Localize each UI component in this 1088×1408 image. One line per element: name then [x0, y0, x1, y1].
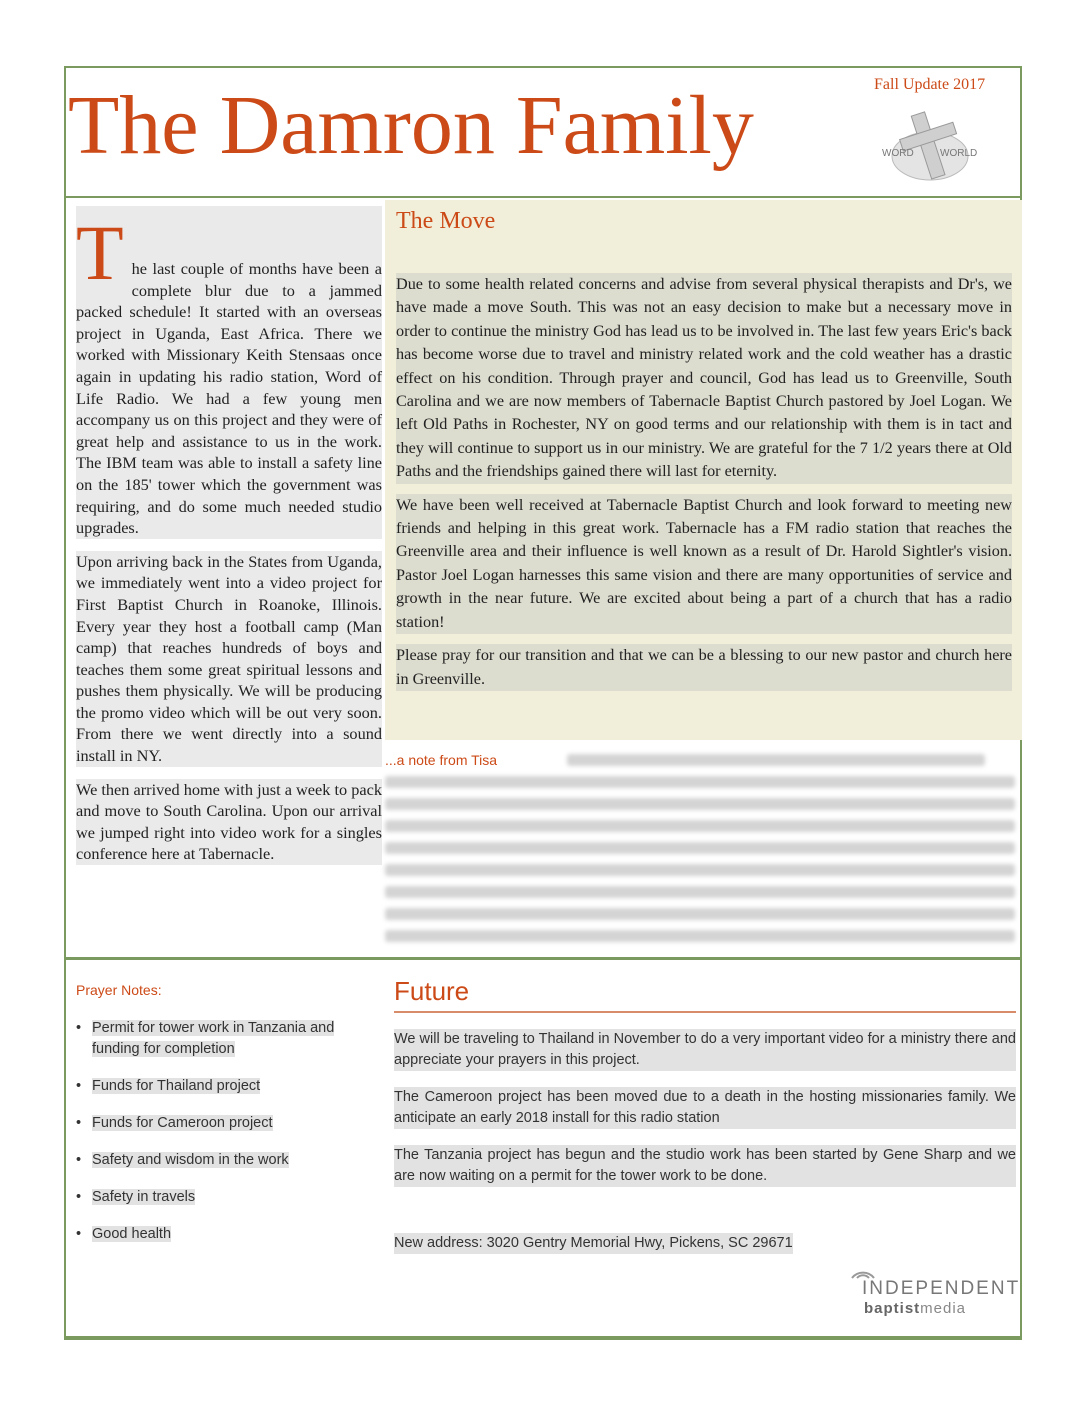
header-divider: [64, 196, 1022, 198]
list-item: • Good health: [76, 1224, 366, 1245]
page-title: The Damron Family: [68, 79, 754, 172]
left-paragraph-1: he last couple of months have been a complete blur due to a jammed packed schedule! It started with an overseas project in Uganda, East Africa. There we worked with Missionary Keith Stensaas once again in updating his radio station, Word of Life Radio. We had a few young men accompany us on this project and they were of great help and assistance to us in the work. The IBM team was able to install a safety line on the 185' tower which the government was requiring, and do some much needed studio upgrades.: [76, 206, 382, 539]
blurred-text: [567, 754, 985, 766]
blurred-text: [385, 908, 1015, 920]
logo-left-text: WORD: [882, 148, 914, 159]
cross-globe-icon: [878, 108, 982, 186]
left-column: [76, 206, 382, 877]
list-item: • Safety in travels: [76, 1187, 366, 1208]
blurred-text: [385, 776, 1015, 788]
edition-label: Fall Update 2017: [874, 76, 986, 93]
bullet-icon: •: [76, 1226, 82, 1242]
logo-line-1: INDEPENDENT: [862, 1278, 1021, 1299]
drop-cap: T: [76, 209, 124, 296]
blurred-text: [385, 930, 1015, 942]
future-heading: Future: [394, 976, 1016, 1013]
prayer-notes-section: [76, 982, 366, 1261]
bullet-icon: •: [76, 1152, 82, 1168]
blurred-text: [385, 798, 1015, 810]
blurred-text: [385, 864, 1015, 876]
section-divider: [64, 957, 1022, 960]
move-paragraph-1: Due to some health related concerns and advise from several physical therapists and Dr's, we have made a move South. This was not an easy decision to make but a necessary move in order to continue the ministry God has lead us to be involved in. The last few years Eric's back has become worse due to travel and ministry related work and the cold weather has a drastic effect on his condition. Through prayer and council, God has lead us to Greenville, South Carolina and we are now members of Tabernacle Baptist Church pastored by Joel Logan. We left Old Paths in Rochester, NY on good terms and our relationship with them is in tact and they will continue to support us in our ministry. We are grateful for the 7 1/2 years there at Old Paths and the friendships gained there will last for eternity.: [396, 273, 1012, 484]
tisa-note-section: [385, 752, 1015, 952]
future-section: [394, 976, 1016, 1254]
future-paragraph-2: The Cameroon project has been moved due to a death in the hosting missionaries family. We anticipate an early 2018 install for this radio station: [394, 1087, 1016, 1129]
move-heading: The Move: [396, 208, 496, 234]
bullet-icon: •: [76, 1078, 82, 1094]
blurred-text: [385, 820, 1015, 832]
future-paragraph-1: We will be traveling to Thailand in November to do a very important video for a ministry there and appreciate your prayers in this project.: [394, 1029, 1016, 1071]
bullet-icon: •: [76, 1189, 82, 1205]
independent-baptist-media-logo: [848, 1258, 1021, 1322]
move-paragraph-2: We have been well received at Tabernacle Baptist Church and look forward to meeting new friends and helping in this great work. Tabernacle has a FM radio station that reaches the Greenville area and their influence is well known as a result of Dr. Harold Sightler's vision. Pastor Joel Logan harnesses this same vision and there are many opportunities of service and growth in the near future. We are excited about being a part of a church that has a radio station!: [396, 494, 1012, 634]
left-paragraph-2: Upon arriving back in the States from Uganda, we immediately went into a video project for First Baptist Church in Roanoke, Illinois. Every year they host a football camp (Man camp) that reaches hundreds of boys and teaches them some great spiritual lessons and pushes them physically. We will be producing the promo video which will be out very soon. From there we went directly into a sound install in NY.: [76, 551, 382, 766]
blurred-text: [385, 842, 1015, 854]
bullet-icon: •: [76, 1020, 82, 1036]
word-to-world-logo: [878, 108, 982, 186]
prayer-list: [76, 1018, 366, 1245]
logo-right-text: WORLD: [940, 148, 978, 159]
prayer-notes-heading: Prayer Notes:: [76, 982, 162, 998]
new-address: New address: 3020 Gentry Memorial Hwy, Pickens, SC 29671: [394, 1233, 793, 1254]
logo-line-2: baptistmedia: [864, 1300, 967, 1317]
move-paragraph-3: Please pray for our transition and that we can be a blessing to our new pastor and church here in Greenville.: [396, 644, 1012, 691]
footer-divider: [64, 1336, 1022, 1339]
the-move-section: [385, 200, 1022, 740]
future-paragraph-3: The Tanzania project has begun and the studio work has been started by Gene Sharp and we are now waiting on a permit for the tower work to be done.: [394, 1145, 1016, 1187]
blurred-text: [385, 886, 1015, 898]
bullet-icon: •: [76, 1115, 82, 1131]
list-item: • Permit for tower work in Tanzania and funding for completion: [76, 1020, 335, 1057]
list-item: • Safety and wisdom in the work: [76, 1150, 366, 1171]
list-item: • Funds for Thailand project: [76, 1076, 366, 1097]
left-paragraph-3: We then arrived home with just a week to pack and move to South Carolina. Upon our arrival we jumped right into video work for a singles conference here at Tabernacle.: [76, 779, 382, 864]
list-item: • Funds for Cameroon project: [76, 1113, 366, 1134]
tisa-note-label: ...a note from Tisa: [385, 752, 498, 768]
